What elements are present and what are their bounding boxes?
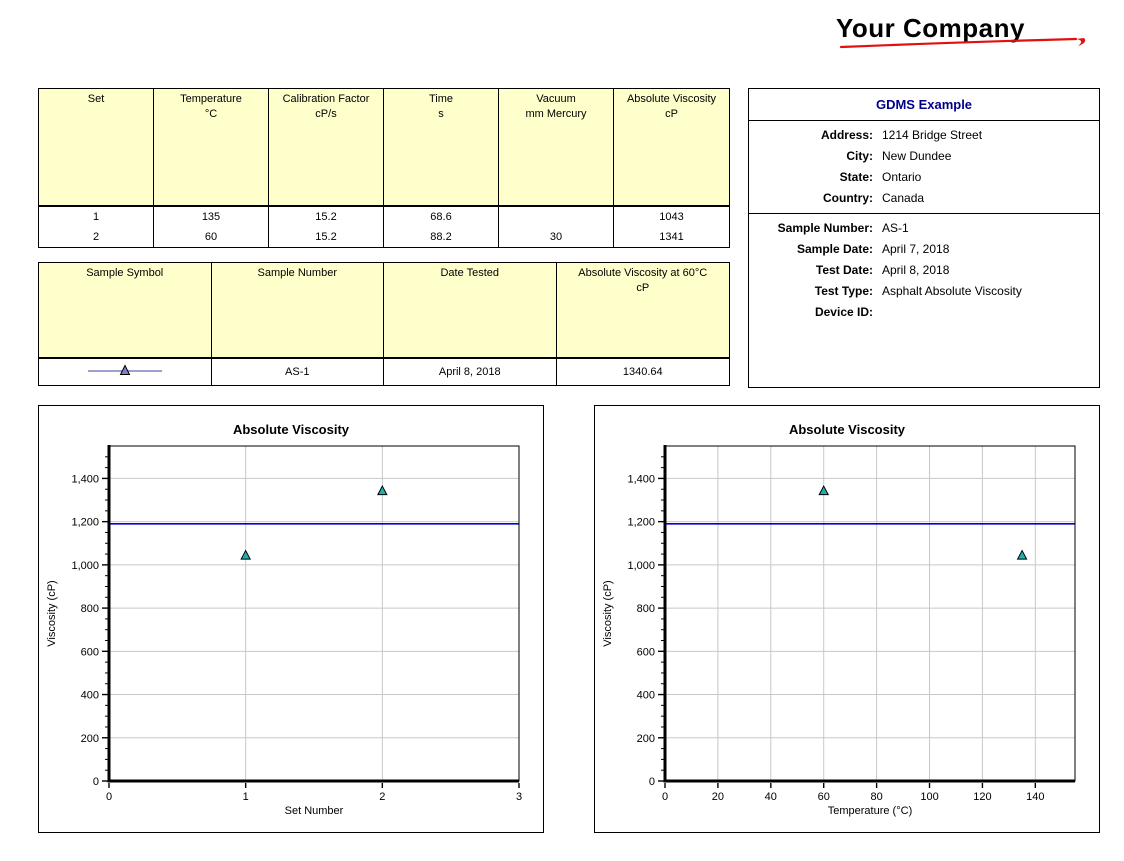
company-logo-text: Your Company: [836, 13, 1025, 43]
viscosity-vs-temperature-chart: [594, 405, 1100, 833]
info-label: Device ID:: [814, 305, 873, 319]
data-point-marker: [1018, 551, 1027, 560]
info-value: New Dundee: [882, 149, 952, 163]
y-tick-label: 800: [636, 603, 655, 616]
column-header: [39, 89, 154, 207]
sample-symbol-cell: [39, 359, 212, 385]
x-tick-label: 120: [973, 791, 992, 803]
y-tick-label: 0: [648, 776, 655, 788]
y-tick-label: 1,200: [627, 516, 655, 529]
info-label: Test Type:: [814, 284, 873, 298]
header-row: [39, 89, 729, 207]
header-row: [39, 263, 729, 359]
y-tick-label: 1,400: [71, 473, 99, 486]
x-tick-label: 2: [379, 791, 386, 803]
table-cell: 60: [154, 227, 269, 247]
column-header: [212, 263, 385, 359]
y-tick-label: 0: [92, 776, 99, 788]
column-header: [39, 263, 212, 359]
info-value: April 8, 2018: [882, 263, 950, 277]
table-cell: 15.2: [269, 227, 384, 247]
table-cell: [499, 207, 614, 227]
y-tick-label: 600: [636, 646, 655, 659]
results-table: [38, 88, 730, 248]
y-tick-label: 800: [80, 603, 99, 616]
table-cell: 1340.64: [622, 366, 663, 378]
info-row: [749, 167, 1099, 188]
table-cell: 68.6: [384, 207, 499, 227]
column-unit: [41, 107, 151, 122]
table-cell: 88.2: [384, 227, 499, 247]
chart-canvas: [595, 406, 1099, 832]
info-label: Test Date:: [815, 263, 873, 277]
column-header: [384, 89, 499, 207]
y-tick-label: 400: [636, 689, 655, 702]
company-logo: [836, 13, 1094, 50]
x-tick-label: 140: [1026, 791, 1045, 803]
info-row: [749, 188, 1099, 209]
column-unit: [386, 281, 554, 296]
table-cell: AS-1: [212, 359, 385, 385]
sample-section: [749, 213, 1099, 327]
info-value: Asphalt Absolute Viscosity: [882, 284, 1022, 298]
x-tick-label: 40: [764, 791, 777, 803]
info-label: Sample Date:: [796, 242, 873, 256]
info-row: [749, 260, 1099, 281]
column-name: Vacuum: [536, 93, 576, 105]
x-tick-label: 0: [661, 791, 669, 803]
x-tick-label: 80: [870, 791, 883, 803]
info-value: Ontario: [882, 170, 922, 184]
x-tick-label: 100: [920, 791, 939, 803]
table-cell: 30: [499, 227, 614, 247]
table-row: [39, 227, 729, 247]
x-axis-title: Temperature (°C): [827, 805, 913, 817]
table-cell: 1: [39, 207, 154, 227]
column-unit: [41, 281, 209, 296]
info-value: April 7, 2018: [882, 242, 950, 256]
y-tick-label: 1,000: [627, 559, 655, 572]
info-panel: [748, 88, 1100, 388]
column-header: [614, 89, 729, 207]
column-header: [499, 89, 614, 207]
info-row: [749, 239, 1099, 260]
column-name: Calibration Factor: [282, 93, 370, 105]
y-tick-label: 400: [80, 689, 99, 702]
chart-canvas: [39, 406, 543, 832]
table-cell: April 8, 2018: [384, 359, 557, 385]
column-unit: cP: [665, 108, 678, 120]
info-label: City:: [846, 149, 873, 163]
info-label: State:: [839, 170, 873, 184]
info-row: [749, 302, 1099, 323]
column-name: Absolute Viscosity at 60°C: [578, 267, 708, 279]
column-header: [384, 263, 557, 359]
info-value: 1214 Bridge Street: [882, 128, 983, 142]
info-label: Country:: [823, 191, 873, 205]
table-cell: 135: [154, 207, 269, 227]
chart-title: Absolute Viscosity: [232, 422, 350, 437]
y-tick-label: 1,400: [627, 473, 655, 486]
column-header: [269, 89, 384, 207]
table-cell: 15.2: [269, 207, 384, 227]
x-tick-label: 0: [105, 791, 113, 803]
info-row: [749, 146, 1099, 167]
info-row: [749, 125, 1099, 146]
chart-title: Absolute Viscosity: [788, 422, 906, 437]
column-name: Sample Number: [257, 267, 337, 279]
info-row: [749, 218, 1099, 239]
y-tick-label: 600: [80, 646, 99, 659]
table-cell: 1341: [659, 231, 684, 243]
table-row: [39, 207, 729, 227]
info-label: Address:: [820, 128, 873, 142]
sample-symbol-marker-icon: [80, 364, 170, 377]
info-value: AS-1: [882, 221, 909, 235]
column-header: [154, 89, 269, 207]
x-tick-label: 20: [711, 791, 725, 803]
y-tick-label: 200: [636, 732, 655, 745]
x-tick-label: 1: [242, 791, 249, 803]
x-tick-label: 3: [515, 791, 523, 803]
column-name: Absolute Viscosity: [626, 93, 717, 105]
column-unit: [214, 281, 382, 296]
column-name: Set: [87, 93, 105, 105]
column-unit: mm Mercury: [525, 108, 587, 120]
table-cell: 1043: [659, 211, 684, 223]
data-point-marker: [819, 486, 828, 495]
column-name: Temperature: [180, 93, 242, 105]
data-point-marker: [378, 486, 387, 495]
column-header: [557, 263, 730, 359]
column-unit: °C: [204, 108, 218, 120]
column-unit: s: [438, 108, 444, 120]
data-point-marker: [241, 551, 250, 560]
x-tick-label: 60: [817, 791, 830, 803]
viscosity-vs-set-chart: [38, 405, 544, 833]
y-tick-label: 200: [80, 732, 99, 745]
y-axis-title: Viscosity (cP): [46, 580, 58, 647]
y-axis-title: Viscosity (cP): [602, 580, 614, 647]
x-axis-title: Set Number: [284, 805, 344, 817]
table-row: [39, 359, 729, 385]
info-value: Canada: [882, 191, 925, 205]
column-name: Date Tested: [440, 267, 499, 279]
info-label: Sample Number:: [777, 221, 873, 235]
sample-summary-table: [38, 262, 730, 386]
info-panel-title: GDMS Example: [749, 89, 1099, 121]
y-tick-label: 1,000: [71, 559, 99, 572]
column-name: Time: [428, 93, 454, 105]
address-section: [749, 121, 1099, 213]
column-name: Sample Symbol: [86, 267, 164, 279]
table-cell: 2: [39, 227, 154, 247]
y-tick-label: 1,200: [71, 516, 99, 529]
column-unit: cP/s: [315, 108, 337, 120]
column-unit: cP: [636, 282, 650, 294]
info-row: [749, 281, 1099, 302]
